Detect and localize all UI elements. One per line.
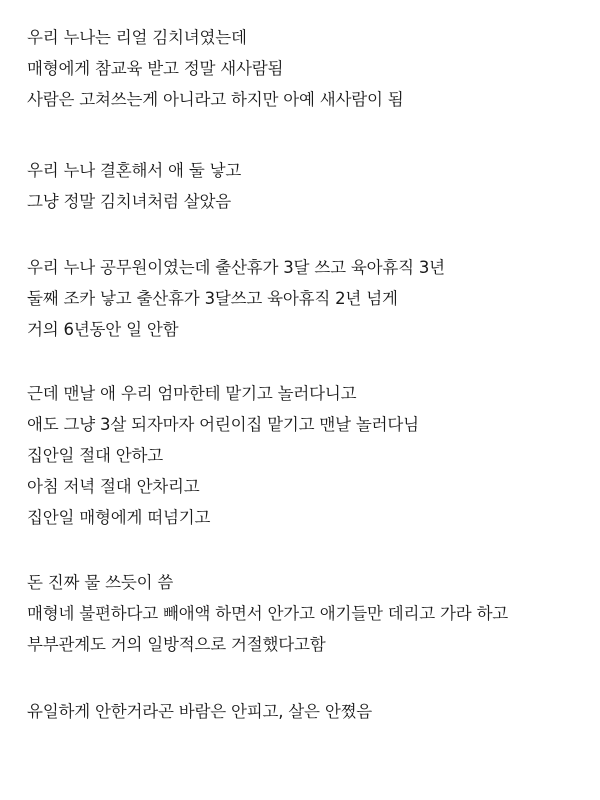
- text-line: 거의 6년동안 일 안함: [27, 320, 179, 339]
- text-line: 부부관계도 거의 일방적으로 거절했다고함: [27, 635, 326, 654]
- text-line: 유일하게 안한거라곤 바람은 안피고, 살은 안쪘음: [27, 702, 373, 721]
- paragraph-1: [27, 22, 592, 115]
- text-line: 사람은 고쳐쓰는게 아니라고 하지만 아예 새사람이 됨: [27, 90, 404, 109]
- paragraph-5: [27, 567, 592, 660]
- text-line: 우리 누나 결혼해서 애 둘 낳고: [27, 161, 242, 180]
- text-line: 우리 누나는 리얼 김치녀였는데: [27, 28, 247, 47]
- text-line: 우리 누나 공무원이였는데 출산휴가 3달 쓰고 육아휴직 3년: [27, 258, 445, 277]
- text-line: 애도 그냥 3살 되자마자 어린이집 맡기고 맨날 놀러다님: [27, 415, 419, 434]
- paragraph-4: [27, 378, 592, 533]
- text-line: 둘째 조카 낳고 출산휴가 3달쓰고 육아휴직 2년 넘게: [27, 289, 398, 308]
- text-line: 집안일 매형에게 떠넘기고: [27, 508, 211, 527]
- text-line: 그냥 정말 김치녀처럼 살았음: [27, 192, 232, 211]
- paragraph-6: [27, 696, 592, 727]
- text-line: 집안일 절대 안하고: [27, 446, 164, 465]
- text-line: 매형네 불편하다고 빼애액 하면서 안가고 애기들만 데리고 가라 하고: [27, 604, 509, 623]
- text-line: 아침 저녁 절대 안차리고: [27, 477, 200, 496]
- paragraph-2: [27, 155, 592, 217]
- text-line: 돈 진짜 물 쓰듯이 씀: [27, 573, 174, 592]
- paragraph-3: [27, 252, 592, 345]
- text-line: 근데 맨날 애 우리 엄마한테 맡기고 놀러다니고: [27, 384, 357, 403]
- text-line: 매형에게 참교육 받고 정말 새사람됨: [27, 59, 284, 78]
